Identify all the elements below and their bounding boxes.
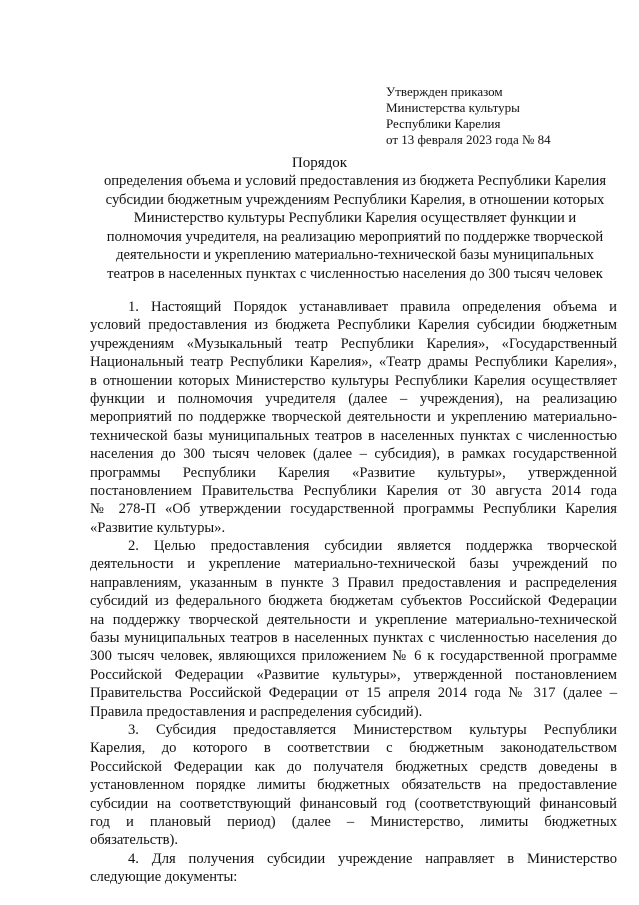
paragraph-line: субсидий из федерального бюджета бюджетам субъектов Российской Федерации	[90, 593, 617, 610]
paragraph-line: Правила предоставления и распределения субсидий).	[90, 703, 423, 720]
subtitle-line: полномочия учредителя, на реализацию мероприятий по поддержке творческой	[106, 228, 604, 245]
paragraph-line: постановлением Правительства Республики Карелия от 30 августа 2014 года	[90, 482, 617, 499]
paragraph-line: год и плановый период) (далее – Министерство, лимиты бюджетных	[90, 813, 617, 830]
paragraph-line: направлениям, указанным в пункте 3 Правил предоставления и распределения	[90, 574, 617, 591]
paragraph-line: Национальный театр Республики Карелия», «Театр драмы Республики Карелия»,	[90, 354, 617, 371]
paragraph-line: деятельности и укрепление материально-технической базы учреждений по	[90, 556, 617, 573]
paragraph-line: условий предоставления из бюджета Республики Карелия субсидии бюджетным	[90, 317, 617, 334]
paragraph-line: функции и полномочия учредителя (далее – учреждения), на реализацию	[90, 390, 617, 407]
paragraph-line: «Развитие культуры».	[90, 519, 226, 536]
approval-line: от 13 февраля 2023 года № 84	[386, 132, 551, 147]
paragraph-line: программы Республики Карелия «Развитие культуры», утвержденной	[90, 464, 617, 481]
subtitle-line: субсидии бюджетным учреждениям Республики Карелия, в отношении которых	[105, 191, 605, 208]
paragraph-line: 300 тысяч человек, являющихся приложением № 6 к государственной программе	[90, 648, 617, 665]
paragraph-line: населения до 300 тысяч человек (далее – субсидия), в рамках государственной	[90, 446, 617, 463]
paragraph-line: в отношении которых Министерство культуры Республики Карелия осуществляет	[90, 372, 617, 389]
paragraph-line: Российской Федерации как до получателя бюджетных средств доведены в	[90, 758, 617, 775]
approval-line: Республики Карелия	[386, 116, 501, 131]
approval-line: Утвержден приказом	[386, 84, 503, 99]
document-subtitle	[88, 172, 622, 283]
paragraph-line: 4. Для получения субсидии учреждение направляет в Министерство	[128, 850, 617, 867]
document-body	[90, 298, 617, 887]
paragraph-line: мероприятий по поддержке творческой деятельности и укреплению материально-	[90, 409, 617, 426]
paragraph-line: технической базы муниципальных театров в населенных пунктах с численностью	[90, 427, 617, 444]
paragraph-line: на поддержку творческой деятельности и укрепление материально-технической	[90, 611, 617, 628]
document-title: Порядок	[291, 155, 348, 171]
paragraph-line: 1. Настоящий Порядок устанавливает правила определения объема и	[128, 299, 617, 315]
paragraph-2	[90, 537, 617, 721]
subtitle-line: определения объема и условий предоставления из бюджета Республики Карелия	[103, 173, 607, 189]
paragraph-line: Российской Федерации «Развитие культуры», утвержденной постановлением	[90, 666, 617, 683]
paragraph-line: 3. Субсидия предоставляется Министерством культуры Республики	[128, 721, 617, 738]
paragraph-line: № 278-П «Об утверждении государственной программы Республики Карелия	[90, 501, 617, 518]
paragraph-line: Карелия, до которого в соответствии с бюджетным законодательством	[90, 740, 617, 757]
paragraph-line: учреждениям «Музыкальный театр Республики Карелия», «Государственный	[90, 335, 617, 352]
paragraph-1	[90, 298, 617, 537]
approval-stamp	[386, 84, 551, 148]
paragraph-line: базы муниципальных театров в населенных пунктах с численностью населения до	[90, 630, 617, 647]
paragraph-line: обязательств).	[90, 832, 178, 849]
approval-line: Министерства культуры	[386, 100, 520, 115]
paragraph-line: следующие документы:	[90, 869, 238, 886]
subtitle-line: театров в населенных пунктах с численностью населения до 300 тысяч человек	[107, 265, 603, 282]
paragraph-line: 2. Целью предоставления субсидии является поддержка творческой	[128, 538, 617, 555]
subtitle-line: деятельности и укреплению материально-технической базы муниципальных	[116, 247, 594, 263]
paragraph-line: субсидии на соответствующий финансовый год (соответствующий финансовый	[90, 795, 617, 812]
paragraph-4	[90, 850, 617, 887]
subtitle-line: Министерство культуры Республики Карелия осуществляет функции и	[133, 210, 577, 226]
paragraph-line: установленном порядке лимиты бюджетных обязательств на предоставление	[90, 777, 617, 794]
paragraph-line: Правительства Российской Федерации от 15 апреля 2014 года № 317 (далее –	[90, 685, 617, 702]
paragraph-3	[90, 721, 617, 850]
